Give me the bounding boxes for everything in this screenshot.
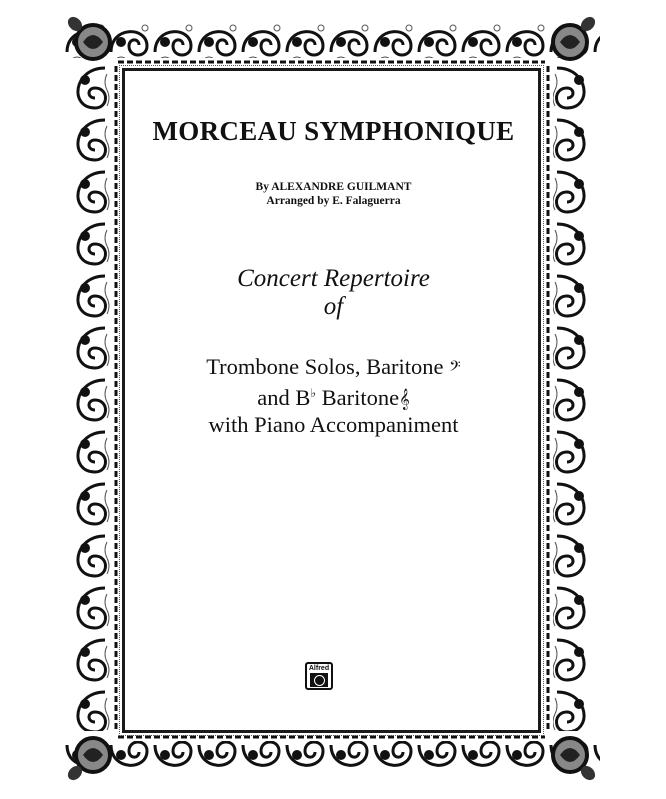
description-line-2-pre: and B (257, 385, 311, 410)
description-line-2 (125, 381, 542, 412)
description-line-2-text: Baritone (316, 385, 400, 410)
credits (125, 180, 542, 208)
publisher-logo-mark-icon (310, 673, 328, 687)
page-title: MORCEAU SYMPHONIQUE (152, 116, 515, 146)
description-line-1 (125, 354, 542, 381)
ornamental-border-bottom (63, 733, 600, 785)
series-title (125, 265, 542, 321)
description-line-1-text: Trombone Solos, Baritone (206, 354, 444, 379)
flat-sign-icon: ♭ (310, 386, 317, 400)
corner-ornament-top-right (550, 14, 598, 62)
instrumentation-description (125, 354, 542, 437)
cover-content (125, 72, 542, 732)
description-line-3: with Piano Accompaniment (208, 412, 459, 437)
arranger-credit: Arranged by E. Falaguerra (266, 195, 401, 207)
ornamental-border-right (545, 12, 600, 785)
treble-clef-icon: 𝄞 (399, 389, 410, 409)
corner-ornament-bottom-right (550, 735, 598, 783)
composer-credit: By ALEXANDRE GUILMANT (255, 181, 412, 193)
publisher-logo (305, 662, 333, 690)
ornamental-border-top (63, 12, 600, 68)
publisher-logo-text: Alfred (308, 665, 330, 672)
bass-clef-icon: 𝄢 (449, 358, 461, 378)
corner-ornament-top-left (65, 14, 113, 62)
series-line-1: Concert Repertoire (237, 265, 430, 292)
series-line-2: of (323, 293, 344, 320)
corner-ornament-bottom-left (65, 735, 113, 783)
ornamental-border-left (63, 12, 122, 785)
